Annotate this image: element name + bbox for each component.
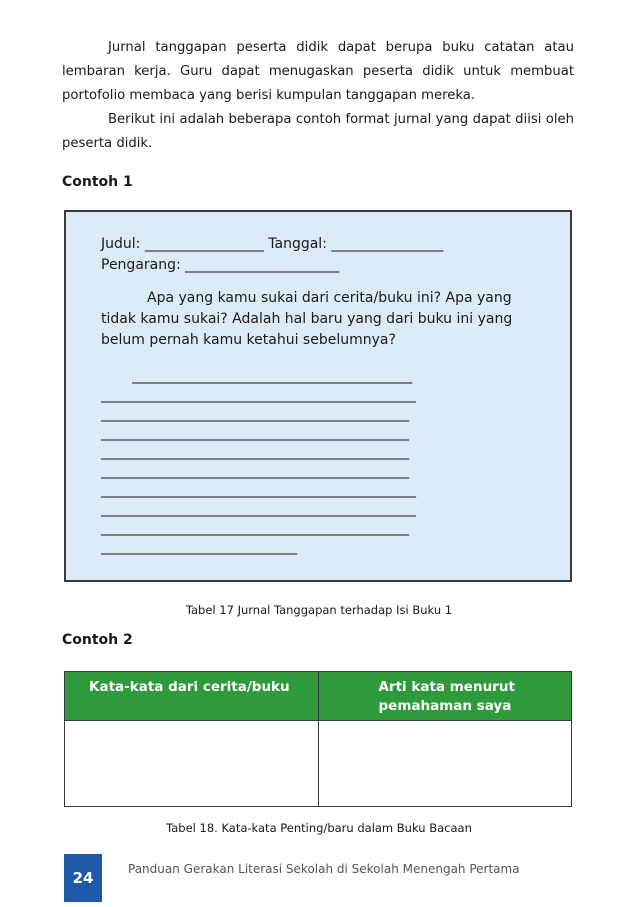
column-header-meaning: Arti kata menurut pemahaman saya bbox=[318, 672, 572, 721]
journal-question: Apa yang kamu sukai dari cerita/buku ini? Apa yang tidak kamu sukai? Adalah hal baru yang dari buku ini yang belum pernah kamu ketahui sebelumnya? bbox=[101, 290, 513, 348]
answer-line: ____________________________________________ bbox=[101, 425, 409, 441]
pengarang-line: Pengarang: ______________________ bbox=[101, 257, 340, 273]
answer-line: ____________________________________________ bbox=[101, 463, 409, 479]
answer-line: ____________________________________________ bbox=[101, 406, 409, 422]
answer-line: _____________________________________________ bbox=[101, 387, 416, 403]
table18-caption: Tabel 18. Kata-kata Penting/baru dalam Buku Bacaan bbox=[166, 821, 472, 835]
example1-heading: Contoh 1 bbox=[62, 174, 133, 190]
answer-line: ____________________________________________ bbox=[101, 444, 409, 460]
answer-line: _____________________________________________ bbox=[101, 501, 416, 517]
answer-line: ____________________________________________ bbox=[101, 520, 409, 536]
judul-tanggal-line: Judul: _________________ Tanggal: ________________ bbox=[101, 236, 444, 252]
table-cell-words[interactable] bbox=[65, 721, 319, 807]
answer-line: _____________________________________________ bbox=[101, 482, 416, 498]
intro-paragraph-2: Berikut ini adalah beberapa contoh format jurnal yang dapat diisi oleh peserta didik. bbox=[62, 112, 574, 151]
journal-form-box bbox=[64, 210, 572, 582]
vocabulary-table bbox=[64, 671, 572, 807]
column-header-words: Kata-kata dari cerita/buku bbox=[65, 672, 319, 721]
table17-caption: Tabel 17 Jurnal Tanggapan terhadap Isi Buku 1 bbox=[185, 603, 453, 617]
footer-title: Panduan Gerakan Literasi Sekolah di Sekolah Menengah Pertama bbox=[128, 862, 520, 876]
answer-line: ________________________________________ bbox=[101, 368, 413, 384]
intro-paragraph-1: Jurnal tanggapan peserta didik dapat berupa buku catatan atau lembaran kerja. Guru dapat menugaskan peserta didik untuk membuat portofolio membaca yang berisi kumpulan tanggapan mereka. bbox=[62, 40, 574, 103]
table-cell-meaning[interactable] bbox=[318, 721, 572, 807]
answer-line: ____________________________ bbox=[101, 539, 297, 555]
example2-heading: Contoh 2 bbox=[62, 632, 133, 648]
page-number-badge: 24 bbox=[64, 854, 102, 902]
